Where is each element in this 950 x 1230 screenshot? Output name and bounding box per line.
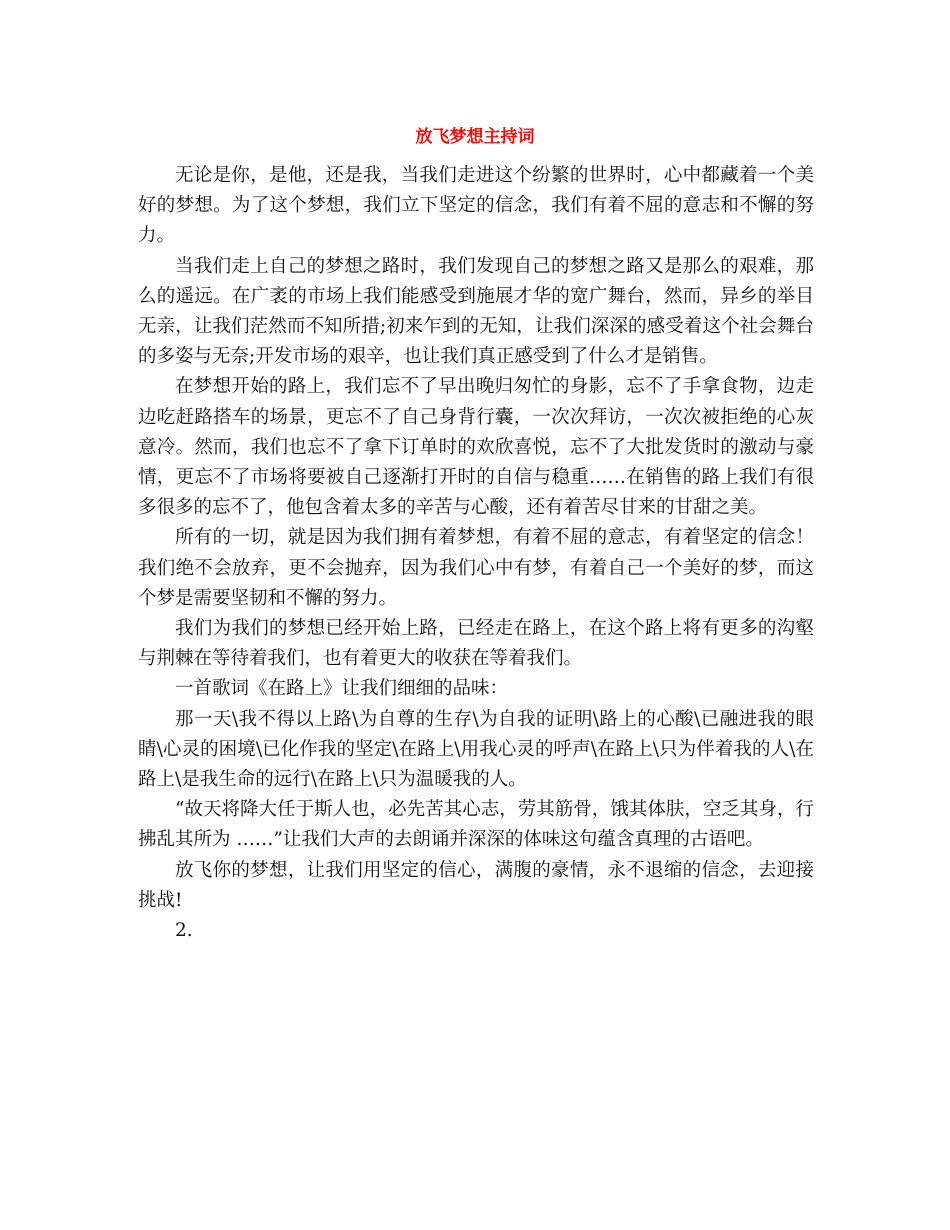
paragraph-7-lyrics: 那一天\我不得以上路\为自尊的生存\为自我的证明\路上的心酸\已融进我的眼睛\心灵的困境\已化作我的坚定\在路上\用我心灵的呼声\在路上\只为伴着我的人\在路上\是我生命的远行\在路上\只为温暖我的人。 xyxy=(138,708,814,791)
document-title: 放飞梦想主持词 xyxy=(415,127,535,147)
paragraph-8-quote: “故天将降大任于斯人也，必先苦其心志，劳其筋骨，饿其体肤，空乏其身，行拂乱其所为 ……”让我们大声的去朗诵并深深的体味这句蕴含真理的古语吧。 xyxy=(138,799,814,851)
paragraph-9: 放飞你的梦想，让我们用坚定的信心，满腹的豪情，永不退缩的信念，去迎接挑战! xyxy=(138,859,814,911)
paragraph-3: 在梦想开始的路上，我们忘不了早出晚归匆忙的身影，忘不了手拿食物，边走边吃赶路搭车的场景，更忘不了自己身背行囊，一次次拜访，一次次被拒绝的心灰意冷。然而，我们也忘不了拿下订单时的欢欣喜悦，忘不了大批发货时的激动与豪情，更忘不了市场将要被自己逐渐打开时的自信与稳重……在销售的路上我们有很多很多的忘不了，他包含着太多的辛苦与心酸，还有着苦尽甘来的甘甜之美。 xyxy=(138,376,814,519)
paragraph-5: 我们为我们的梦想已经开始上路，已经走在路上，在这个路上将有更多的沟壑与荆棘在等待着我们，也有着更大的收获在等着我们。 xyxy=(138,618,814,670)
paragraph-10-number: 2. xyxy=(175,920,193,942)
paragraph-6: 一首歌词《在路上》让我们细细的品味： xyxy=(175,678,509,700)
paragraph-1: 无论是你，是他，还是我，当我们走进这个纷繁的世界时，心中都藏着一个美好的梦想。为了这个梦想，我们立下坚定的信念，我们有着不屈的意志和不懈的努力。 xyxy=(138,165,814,247)
document-body xyxy=(138,161,814,946)
paragraph-4: 所有的一切，就是因为我们拥有着梦想，有着不屈的意志，有着坚定的信念！我们绝不会放弃，更不会抛弃，因为我们心中有梦，有着自己一个美好的梦，而这个梦是需要坚韧和不懈的努力。 xyxy=(138,527,814,609)
paragraph-2: 当我们走上自己的梦想之路时，我们发现自己的梦想之路又是那么的艰难，那么的遥远。在广袤的市场上我们能感受到施展才华的宽广舞台，然而，异乡的举目无亲，让我们茫然而不知所措;初来乍到的无知，让我们深深的感受着这个社会舞台的多姿与无奈;开发市场的艰辛，也让我们真正感受到了什么才是销售。 xyxy=(138,255,814,368)
